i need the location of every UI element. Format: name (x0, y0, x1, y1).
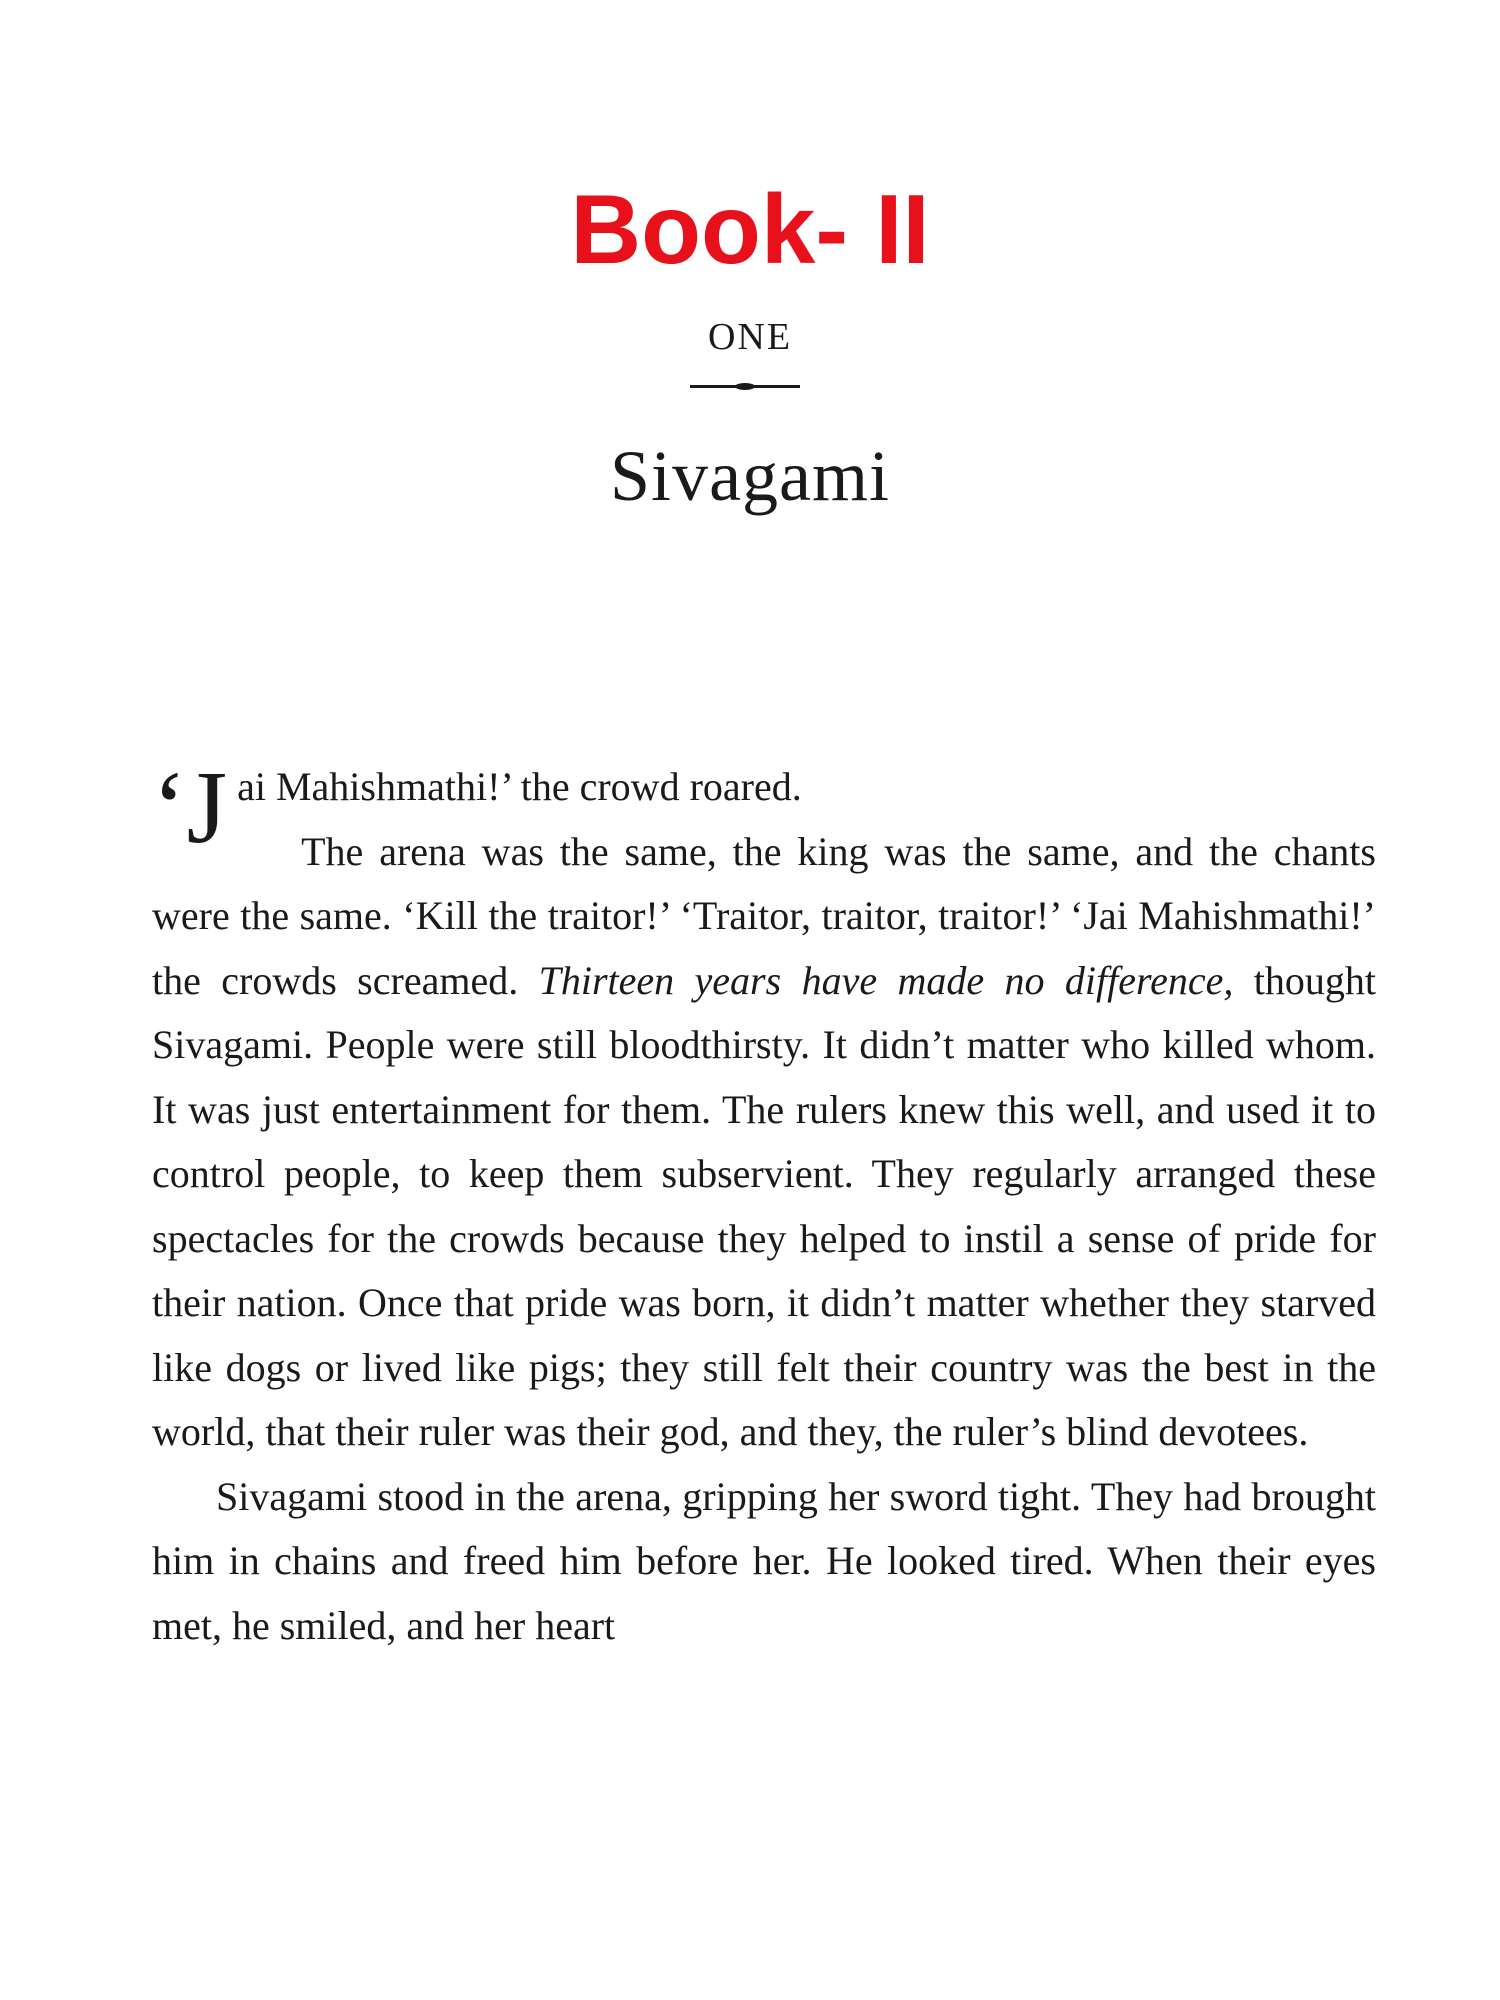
chapter-divider (690, 385, 800, 388)
chapter-title: Sivagami (610, 436, 890, 516)
book-title: Book- II (570, 174, 930, 284)
paragraph-3: Sivagami stood in the arena, gripping her sword tight. They had brought him in chains and freed him before her. He looked tired. When their eyes met, he smiled, and her heart (152, 1473, 1376, 1648)
paragraph-2-part-a: The arena was the same, the king was the same, and the chants were the same. ‘Kill the traitor!’ ‘Traitor, traitor, traitor!’ ‘Jai Mahishmathi!’ the crowds screamed. (152, 828, 1376, 1003)
opening-paragraph (152, 750, 1376, 865)
chapter-body (152, 750, 1376, 1658)
paragraph-2 (152, 820, 1376, 1465)
drop-cap: ‘J (152, 750, 228, 865)
opening-line: ai Mahishmathi!’ the crowd roared. (237, 764, 802, 809)
italic-thought: Thirteen years have made no difference, (538, 957, 1234, 1003)
chapter-number: ONE (707, 316, 793, 358)
paragraph-2-part-b: thought Sivagami. People were still bloodthirsty. It didn’t matter who killed whom. It was just entertainment for them. The rulers knew this well, and used it to control people, to keep them subservient. They regularly arranged these spectacles for the crowds because they helped to instil a sense of pride for their nation. Once that pride was born, it didn’t matter whether they starved like dogs or lived like pigs; they still felt their country was the best in the world, that their ruler was their god, and they, the ruler’s blind devotees. (152, 957, 1376, 1454)
